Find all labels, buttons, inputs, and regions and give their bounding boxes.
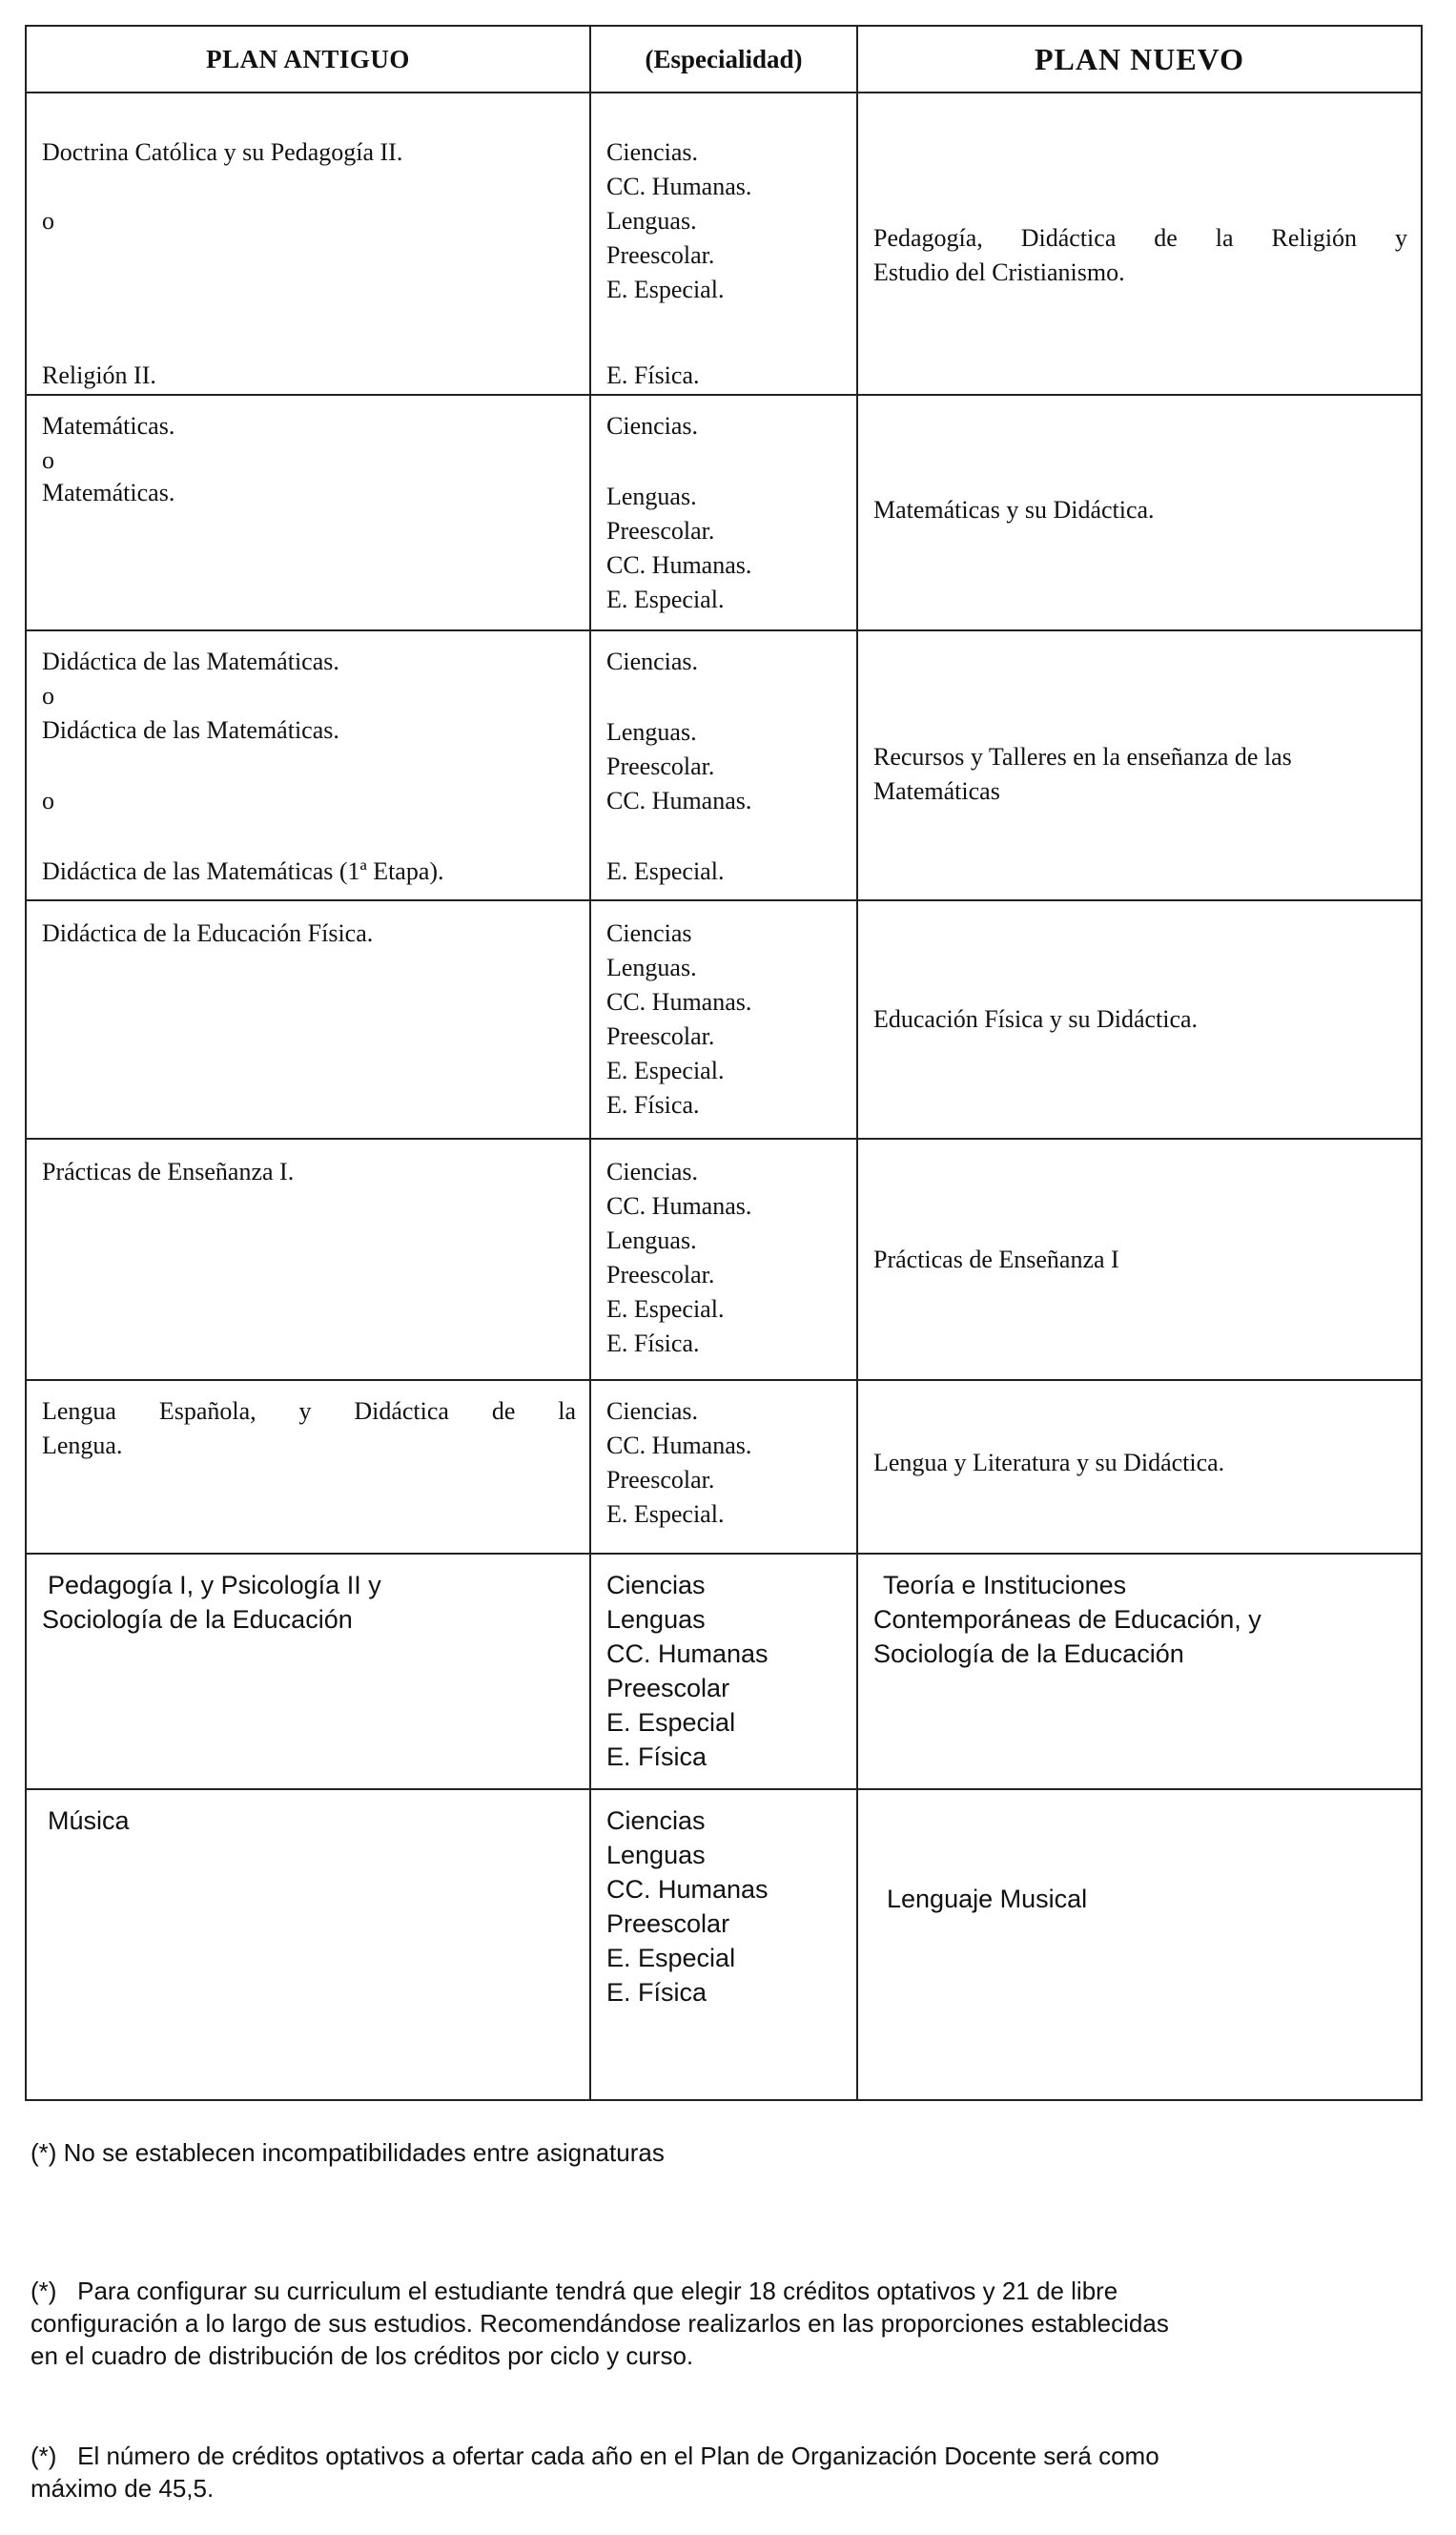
new-subject: Matemáticas: [873, 777, 1000, 805]
specialty: Lenguas.: [606, 718, 697, 746]
table-row: [26, 630, 1422, 900]
specialty: Ciencias.: [606, 138, 699, 166]
new-subject: Contemporáneas de Educación, y: [873, 1605, 1261, 1634]
old-subject: Religión II.: [42, 361, 156, 389]
cell-plan-antiguo: [26, 1139, 590, 1380]
old-subject: Didáctica de las Matemáticas.: [42, 716, 339, 744]
new-subject: Pedagogía, Didáctica de la Religión y: [873, 224, 1407, 252]
old-subject: Didáctica de la Educación Física.: [42, 919, 374, 947]
cell-especialidad: [590, 1139, 857, 1380]
specialty: Preescolar: [606, 1909, 730, 1938]
specialty: Preescolar.: [606, 752, 715, 780]
new-subject: Sociología de la Educación: [873, 1639, 1184, 1668]
specialty: CC. Humanas.: [606, 1432, 752, 1459]
cell-plan-antiguo: [26, 900, 590, 1139]
header-especialidad: (Especialidad): [590, 26, 857, 93]
cell-plan-nuevo: [857, 900, 1422, 1139]
new-subject: Educación Física y su Didáctica.: [873, 1005, 1199, 1033]
new-subject: Recursos y Talleres en la enseñanza de las: [873, 743, 1292, 771]
old-subject: Lengua Española, y Didáctica de la: [42, 1397, 576, 1425]
specialty: E. Especial: [606, 1708, 736, 1737]
or-separator: o: [42, 682, 54, 710]
new-subject: Lengua y Literatura y su Didáctica.: [873, 1449, 1225, 1476]
specialty: CC. Humanas: [606, 1875, 769, 1904]
specialty: E. Física.: [606, 361, 700, 389]
table-row: [26, 1139, 1422, 1380]
specialty: E. Especial.: [606, 276, 725, 303]
specialty: Ciencias.: [606, 1158, 699, 1185]
specialty: E. Física.: [606, 1091, 700, 1119]
specialty: Lenguas.: [606, 207, 697, 235]
new-subject: Prácticas de Enseñanza I: [873, 1246, 1119, 1273]
old-subject: Música: [48, 1806, 130, 1835]
old-subject: Prácticas de Enseñanza I.: [42, 1158, 295, 1185]
old-subject: Doctrina Católica y su Pedagogía II.: [42, 138, 403, 166]
specialty: Ciencias: [606, 919, 692, 947]
cell-plan-antiguo: [26, 1789, 590, 2100]
cell-especialidad: [590, 900, 857, 1139]
equivalence-table: [25, 25, 1423, 2101]
specialty: E. Especial.: [606, 857, 725, 885]
specialty: Ciencias.: [606, 648, 699, 675]
footnote-line: (*) Para configurar su curriculum el estudiante tendrá que elegir 18 créditos optativos y 21 de libre: [31, 2277, 1118, 2305]
specialty: E. Especial.: [606, 586, 725, 613]
specialty: E. Especial.: [606, 1500, 725, 1528]
table-row: [26, 1554, 1422, 1789]
cell-plan-antiguo: [26, 1554, 590, 1789]
specialty: Lenguas.: [606, 1226, 697, 1254]
specialty: E. Especial.: [606, 1057, 725, 1084]
specialty: CC. Humanas.: [606, 173, 752, 200]
cell-plan-nuevo: [857, 395, 1422, 630]
table-row: [26, 1789, 1422, 2100]
table-row: [26, 1380, 1422, 1554]
specialty: Preescolar.: [606, 1466, 715, 1494]
header-plan-nuevo: PLAN NUEVO: [857, 26, 1422, 93]
specialty: CC. Humanas.: [606, 988, 752, 1016]
table-row: [26, 900, 1422, 1139]
cell-plan-antiguo: [26, 395, 590, 630]
cell-plan-nuevo: [857, 1554, 1422, 1789]
old-subject: Didáctica de las Matemáticas (1ª Etapa).: [42, 857, 444, 885]
specialty: Lenguas: [606, 1605, 706, 1634]
header-plan-antiguo: PLAN ANTIGUO: [26, 26, 590, 93]
specialty: Preescolar.: [606, 517, 715, 545]
specialty: Ciencias: [606, 1571, 706, 1599]
or-separator: o: [42, 787, 54, 814]
specialty: Lenguas.: [606, 954, 697, 981]
cell-plan-antiguo: [26, 1380, 590, 1554]
specialty: Lenguas: [606, 1841, 706, 1869]
table-row: [26, 93, 1422, 395]
specialty: CC. Humanas.: [606, 551, 752, 579]
specialty: E. Física.: [606, 1329, 700, 1357]
specialty: CC. Humanas: [606, 1639, 769, 1668]
specialty: Preescolar.: [606, 241, 715, 269]
new-subject: Estudio del Cristianismo.: [873, 258, 1125, 286]
footnote-line: configuración a lo largo de sus estudios. Recomendándose realizarlos en las proporciones establecidas: [31, 2309, 1169, 2338]
specialty: CC. Humanas.: [606, 1192, 752, 1220]
new-subject: Lenguaje Musical: [887, 1885, 1088, 1913]
footnote-line: (*) El número de créditos optativos a ofertar cada año en el Plan de Organización Docente será como: [31, 2442, 1159, 2470]
footnote-line: máximo de 45,5.: [31, 2474, 215, 2503]
specialty: E. Física: [606, 1978, 707, 2007]
cell-plan-antiguo: [26, 630, 590, 900]
cell-especialidad: [590, 1554, 857, 1789]
footnote-line: en el cuadro de distribución de los créditos por ciclo y curso.: [31, 2341, 694, 2370]
or-separator: o: [42, 446, 54, 474]
old-subject: Matemáticas.: [42, 412, 175, 440]
specialty: Ciencias.: [606, 1397, 699, 1425]
specialty: Lenguas.: [606, 483, 697, 510]
old-subject: Didáctica de las Matemáticas.: [42, 648, 339, 675]
or-separator: o: [42, 207, 54, 235]
cell-especialidad: [590, 93, 857, 395]
new-subject: Teoría e Instituciones: [883, 1571, 1127, 1599]
old-subject: Pedagogía I, y Psicología II y: [48, 1571, 381, 1599]
specialty: Preescolar.: [606, 1261, 715, 1288]
footnote-incompatibilidades: [31, 2136, 1423, 2169]
cell-plan-antiguo: [26, 93, 590, 395]
specialty: Preescolar: [606, 1674, 730, 1702]
specialty: Preescolar.: [606, 1022, 715, 1050]
cell-especialidad: [590, 630, 857, 900]
cell-especialidad: [590, 395, 857, 630]
old-subject: Matemáticas.: [42, 479, 175, 506]
footnote-creditos-libre-configuracion: [31, 2275, 1423, 2372]
cell-plan-nuevo: [857, 630, 1422, 900]
table-row: [26, 395, 1422, 630]
footnote-creditos-optativos: [31, 2440, 1423, 2504]
cell-plan-nuevo: [857, 1789, 1422, 2100]
cell-plan-nuevo: [857, 1380, 1422, 1554]
cell-especialidad: [590, 1380, 857, 1554]
cell-plan-nuevo: [857, 1139, 1422, 1380]
footnote-line: (*) No se establecen incompatibilidades entre asignaturas: [31, 2138, 665, 2167]
specialty: CC. Humanas.: [606, 787, 752, 814]
specialty: E. Física: [606, 1742, 707, 1771]
specialty: E. Especial: [606, 1944, 736, 1972]
old-subject: Lengua.: [42, 1432, 123, 1459]
table-header-row: [26, 26, 1422, 93]
old-subject: Sociología de la Educación: [42, 1605, 353, 1634]
specialty: Ciencias: [606, 1806, 706, 1835]
specialty: E. Especial.: [606, 1295, 725, 1323]
cell-plan-nuevo: [857, 93, 1422, 395]
cell-especialidad: [590, 1789, 857, 2100]
new-subject: Matemáticas y su Didáctica.: [873, 496, 1155, 524]
specialty: Ciencias.: [606, 412, 699, 440]
